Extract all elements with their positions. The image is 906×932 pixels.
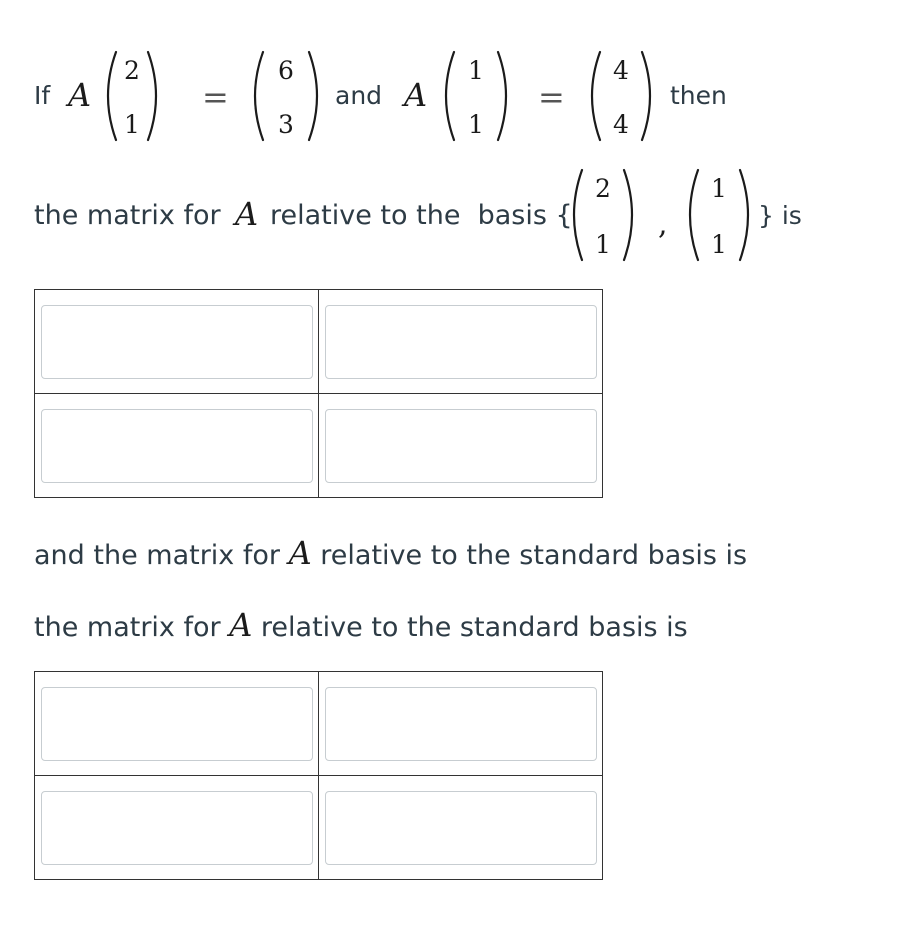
- vector-entry-bottom: 1: [595, 230, 611, 259]
- basis-line-middle: relative to the basis {: [270, 200, 573, 231]
- standard-matrix-entry-r1c1[interactable]: [41, 687, 313, 761]
- matrix-cell: [35, 672, 319, 776]
- matrix-symbol-a: A: [229, 606, 253, 644]
- vector-entry-top: 1: [711, 174, 727, 203]
- matrix-symbol-a: A: [235, 195, 259, 233]
- basis-matrix-answer-grid: [34, 289, 603, 498]
- basis-matrix-entry-r2c1[interactable]: [41, 409, 313, 483]
- vector-entry-top: 2: [124, 56, 140, 85]
- basis-matrix-entry-r1c1[interactable]: [41, 305, 313, 379]
- standard-line-suffix: relative to the standard basis is: [320, 540, 748, 571]
- matrix-cell: [35, 394, 319, 498]
- column-vector-2-1: [102, 48, 162, 144]
- if-label: If: [34, 81, 51, 110]
- column-vector-1-1: [440, 48, 512, 144]
- matrix-symbol-a: A: [288, 534, 312, 572]
- matrix-cell: [35, 776, 319, 880]
- standard-line-prefix: and the matrix for: [34, 540, 280, 571]
- standard-matrix-entry-r2c2[interactable]: [325, 791, 597, 865]
- column-vector-4-4: [586, 48, 656, 144]
- basis-line-suffix: } is: [758, 201, 802, 230]
- vector-entry-top: 4: [613, 56, 629, 85]
- vector-entry-top: 6: [278, 56, 294, 85]
- matrix-symbol-a: A: [68, 76, 92, 114]
- vector-entry-bottom: 4: [613, 110, 629, 139]
- equals-sign: =: [202, 78, 229, 116]
- standard-matrix-entry-r2c1[interactable]: [41, 791, 313, 865]
- standard-line-suffix: relative to the standard basis is: [260, 612, 688, 643]
- matrix-symbol-a: A: [404, 76, 428, 114]
- and-label: and: [335, 81, 383, 110]
- matrix-row: [35, 776, 603, 880]
- matrix-cell: [319, 290, 603, 394]
- basis-matrix-entry-r1c2[interactable]: [325, 305, 597, 379]
- vector-entry-bottom: 1: [468, 110, 484, 139]
- standard-line-prefix: the matrix for: [34, 612, 221, 643]
- basis-matrix-entry-r2c2[interactable]: [325, 409, 597, 483]
- basis-comma: ,: [658, 207, 668, 242]
- vector-entry-bottom: 1: [124, 110, 140, 139]
- matrix-cell: [319, 776, 603, 880]
- matrix-row: [35, 290, 603, 394]
- matrix-row: [35, 394, 603, 498]
- matrix-cell: [319, 394, 603, 498]
- vector-entry-top: 1: [468, 56, 484, 85]
- vector-entry-top: 2: [595, 174, 611, 203]
- standard-basis-line-1: [34, 534, 748, 572]
- column-vector-6-3: [249, 48, 323, 144]
- then-label: then: [670, 81, 727, 110]
- basis-vector-1-1: [684, 166, 754, 264]
- matrix-cell: [319, 672, 603, 776]
- standard-matrix-answer-grid: [34, 671, 603, 880]
- standard-matrix-entry-r1c2[interactable]: [325, 687, 597, 761]
- matrix-cell: [35, 290, 319, 394]
- basis-vector-2-1: [568, 166, 638, 264]
- vector-entry-bottom: 1: [711, 230, 727, 259]
- matrix-row: [35, 672, 603, 776]
- basis-line-prefix: the matrix for: [34, 200, 221, 231]
- standard-basis-line-2: [34, 606, 688, 644]
- vector-entry-bottom: 3: [278, 110, 294, 139]
- equals-sign: =: [538, 78, 565, 116]
